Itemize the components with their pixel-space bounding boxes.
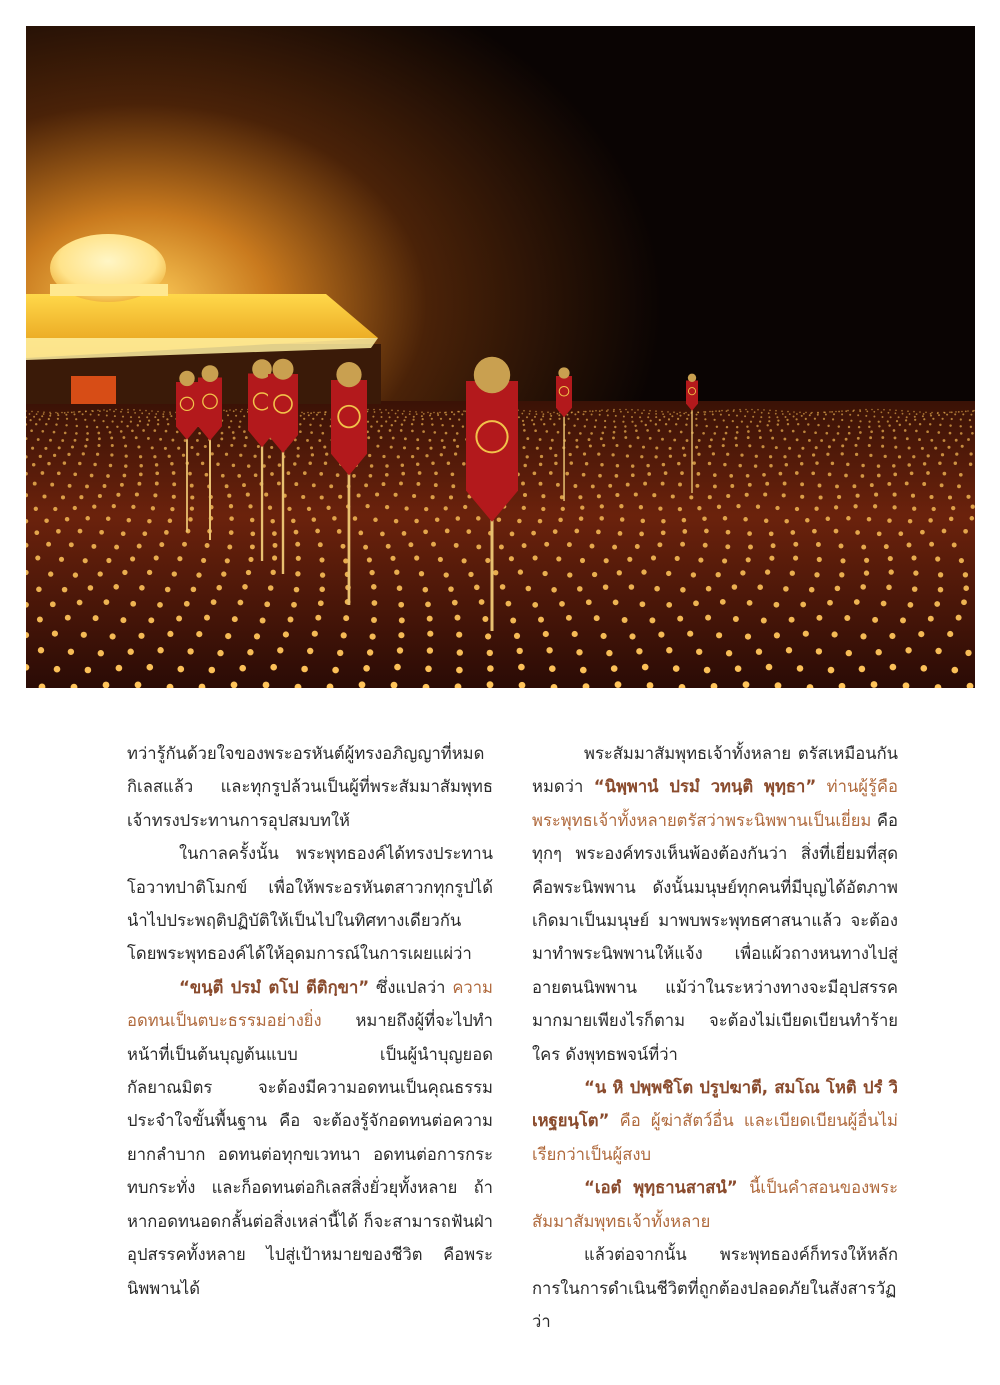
pali-verse-khanti: “ขนฺตี ปรมํ ตโป ตีติกฺขา” — [179, 977, 370, 997]
left-paragraph-1: ทว่ารู้กันด้วยใจของพระอรหันต์ผู้ทรงอภิญญาที่หมดกิเลสแล้ว และทุกรูปล้วนเป็นผู้ที่พระสัมมาสัมพุทธเจ้าทรงประทานการอุปสมบทให้ — [127, 744, 493, 830]
right-paragraph-3 — [532, 1171, 898, 1238]
right-paragraph-1-body: คือทุกๆ พระองค์ทรงเห็นพ้องต้องกันว่า สิ่งที่เยี่ยมที่สุดคือพระนิพพาน ดังนั้นมนุษย์ทุกคนที่มีบุญได้อัตภาพเกิดมาเป็นมนุษย์ มาพบพระพุทธศาสนาแล้ว จะต้องมาทำพระนิพพานให้แจ้ง เพื่อแผ้วถางหนทางไปสู่อายตนนิพพาน แม้ว่าในระหว่างทางจะมีอุปสรรคมากมายเพียงไรก็ตาม จะต้องไม่เบียดเบียนทำร้ายใคร ดังพุทธพจน์ที่ว่า — [532, 810, 898, 1064]
left-text-column — [127, 737, 493, 1305]
right-text-column — [532, 737, 898, 1338]
pali-verse-nibbana: “นิพฺพานํ ปรมํ วทนฺติ พุทฺธา” — [593, 777, 817, 797]
translation-etam: นี้เป็นคำสอนของพระสัมมาสัมพุทธเจ้าทั้งหลาย — [532, 1178, 898, 1231]
translation-nibbana: ท่านผู้รู้คือพระพุทธเจ้าทั้งหลายตรัสว่าพระนิพพานเป็นเยี่ยม — [532, 777, 898, 830]
right-paragraph-1 — [532, 737, 898, 1071]
right-paragraph-2 — [532, 1071, 898, 1171]
right-paragraph-1-intro: พระสัมมาสัมพุทธเจ้าทั้งหลาย ตรัสเหมือนกันหมดว่า — [532, 744, 898, 797]
left-paragraph-3-body: หมายถึงผู้ที่จะไปทำหน้าที่เป็นต้นบุญต้นแบบ เป็นผู้นำบุญยอดกัลยาณมิตร จะต้องมีความอดทนเป็นคุณธรรมประจำใจขั้นพื้นฐาน คือ จะต้องรู้จักอดทนต่อความยากลำบาก อดทนต่อทุกขเวทนา อดทนต่อการกระทบกระทั่ง และก็อดทนต่อกิเลสสิ่งยั่วยุทั้งหลาย ถ้าหากอดทนอดกลั้นต่อสิ่งเหล่านี้ได้ ก็จะสามารถฟันฝ่าอุปสรรคทั้งหลาย ไปสู่เป้าหมายของชีวิต คือพระนิพพานได้ — [127, 1011, 493, 1298]
translation-intro: ซึ่งแปลว่า — [369, 977, 453, 997]
pali-verse-etam: “เอตํ พุทฺธานสาสนํ” — [584, 1178, 738, 1198]
right-paragraph-4: แล้วต่อจากนั้น พระพุทธองค์ก็ทรงให้หลักการในการดำเนินชีวิตที่ถูกต้องปลอดภัยในสังสารวัฏว่า — [532, 1245, 898, 1331]
translation-khanti: ความอดทนเป็นตบะธรรมอย่างยิ่ง — [127, 977, 493, 1031]
ceremony-photo — [26, 26, 975, 688]
translation-pabbajito: คือ ผู้ฆ่าสัตว์อื่น และเบียดเบียนผู้อื่นไม่เรียกว่าเป็นผู้สงบ — [532, 1111, 898, 1164]
ceremony-photo-illustration — [26, 26, 975, 688]
pali-verse-pabbajito: “น หิ ปพฺพชิโต ปรูปฆาตี, สมโณ โหติ ปรํ วิเหฐยนฺโต” — [532, 1078, 898, 1131]
left-paragraph-2: ในกาลครั้งนั้น พระพุทธองค์ได้ทรงประทานโอวาทปาติโมกข์ เพื่อให้พระอรหันตสาวกทุกรูปได้นำไปประพฤติปฏิบัติให้เป็นไปในทิศทางเดียวกัน โดยพระพุทธองค์ได้ให้อุดมการณ์ในการเผยแผ่ว่า — [127, 844, 493, 964]
left-paragraph-3 — [127, 971, 493, 1305]
